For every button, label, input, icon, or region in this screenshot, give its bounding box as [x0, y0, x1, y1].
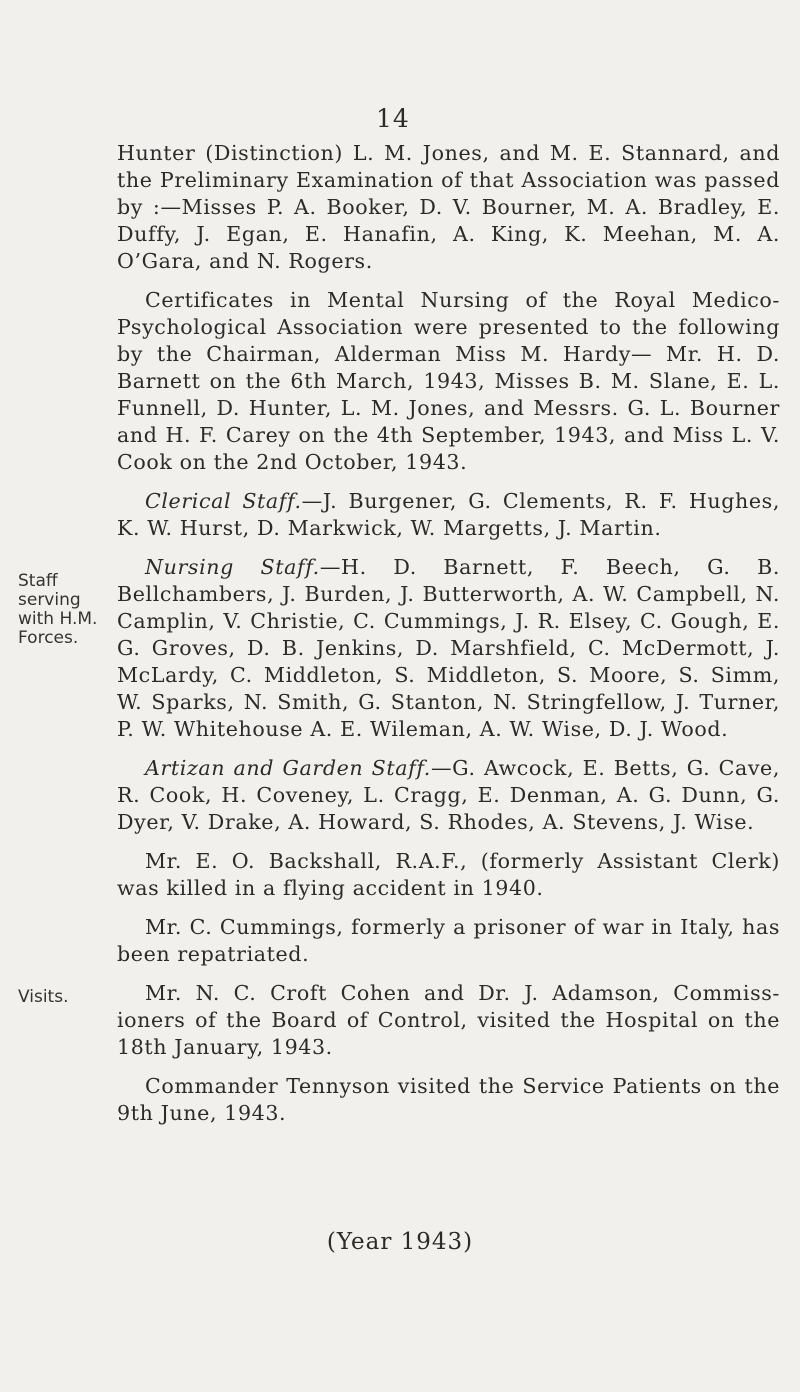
body-text	[117, 140, 780, 1139]
sidenote-visits: Visits.	[18, 987, 69, 1007]
paragraph-visit-tennyson: Commander Tennyson visited the Service Patients on the 9th June, 1943.	[117, 1074, 780, 1125]
page-number: 14	[376, 104, 410, 133]
paragraph-backshall: Mr. E. O. Backshall, R.A.F., (formerly Assistant Clerk) was killed in a flying accident in 1940.	[117, 849, 780, 900]
footer-year: (Year 1943)	[326, 1229, 474, 1255]
paragraph-examinations: Hunter (Distinction) L. M. Jones, and M. E. Stannard, and the Preliminary Examination of that Association was passed by :—Misses P. A. Booker, D. V. Bourner, M. A. Bradley, E. Duffy, J. Egan, E. Hanafin, A. King, K. Meehan, M. A. O’Gara, and N. Rogers.	[117, 141, 780, 273]
nursing-staff-names: —H. D. Barnett, F. Beech, G. B. Bellchambers, J. Burden, J. Butterworth, A. W. Campbell, N. Camplin, V. Christie, C. Cummings, J. R. Elsey, C. Gough, E. G. Groves, D. B. Jenkins, D. Marshfield, C. McDermott, J. McLardy, C. Middleton, S. Middleton, S. Moore, S. Simm, W. Sparks, N. Smith, G. Stanton, N. Stringfellow, J. Turner, P. W. Whitehouse A. E. Wileman, A. W. Wise, D. J. Wood.	[117, 555, 780, 741]
paragraph-visit-commissioners: Mr. N. C. Croft Cohen and Dr. J. Adamson, Commiss-ioners of the Board of Control, visited the Hospital on the 18th January, 1943.	[117, 981, 780, 1059]
paragraph-nursing-staff	[117, 554, 780, 743]
artizan-staff-label: Artizan and Garden Staff.	[145, 756, 431, 780]
clerical-staff-names: —J. Burgener, G. Clements, R. F. Hughes, K. W. Hurst, D. Markwick, W. Margetts, J. Martin.	[117, 489, 780, 540]
paragraph-certificates: Certificates in Mental Nursing of the Royal Medico-Psychological Association were presented to the following by the Chairman, Alderman Miss M. Hardy— Mr. H. D. Barnett on the 6th March, 1943, Misses B. M. Slane, E. L. Funnell, D. Hunter, L. M. Jones, and Messrs. G. L. Bourner and H. F. Carey on the 4th September, 1943, and Miss L. V. Cook on the 2nd October, 1943.	[117, 288, 780, 474]
artizan-staff-names: —G. Awcock, E. Betts, G. Cave, R. Cook, H. Coveney, L. Cragg, E. Denman, A. G. Dunn, G. Dyer, V. Drake, A. Howard, S. Rhodes, A. Stevens, J. Wise.	[117, 756, 780, 834]
paragraph-clerical-staff	[117, 488, 780, 542]
clerical-staff-label: Clerical Staff.	[145, 489, 302, 513]
nursing-staff-label: Nursing Staff.	[145, 555, 320, 579]
paragraph-cummings: Mr. C. Cummings, formerly a prisoner of war in Italy, has been repatriated.	[117, 915, 780, 966]
sidenote-staff-serving: Staff serving with H.M. Forces.	[18, 571, 98, 648]
paragraph-artizan-staff	[117, 755, 780, 836]
